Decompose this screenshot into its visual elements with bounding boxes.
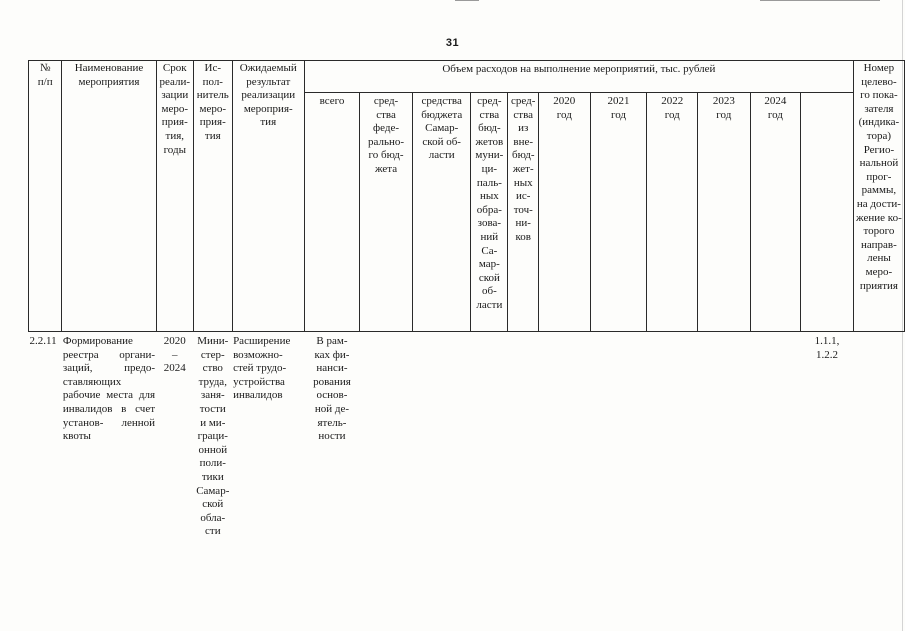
header-year-2024: 2024 год [750,93,801,332]
row-year-2022-empty [647,332,698,552]
header-result: Ожидаемый результат реализации мероприя- тия [232,61,304,332]
row-regional-empty [413,332,471,552]
row-name: Формирование реестра органи- заций, предо- ставляющих рабочие места для инвалидов в счет установ- ленной квоты [62,332,156,552]
header-indicator: Номер целево- го пока- зателя (индика- тора) Регио- нальной прог- раммы, на дости- жение ко- торого направ- лены меро- приятия [853,61,904,332]
scan-mark [455,0,479,1]
header-executor: Ис- пол- нитель меро- прия- тия [194,61,233,332]
header-term: Срок реали- зации меро- прия- тия, годы [156,61,193,332]
header-federal: сред- ства феде- рально- го бюд- жета [359,93,412,332]
row-year-2023-empty [698,332,750,552]
header-num: № п/п [29,61,62,332]
row-indicator: 1.1.1, 1.2.2 [801,332,854,552]
header-municipal: сред- ства бюд- жетов муни- ци- паль- ных обра- зова- ний Са- мар- ской об- ласти [471,93,508,332]
scan-mark [760,0,880,1]
header-year-2022: 2022 год [647,93,698,332]
row-num: 2.2.11 [29,332,62,552]
row-total: В рам- ках фи- нанси- рования основ- ной де- ятель- ности [304,332,359,552]
expenses-table [28,60,905,552]
header-year-2023: 2023 год [698,93,750,332]
row-executor: Мини- стер- ство труда, заня- тости и ми- граци- онной поли- тики Самар- ской обла- сти [194,332,233,552]
header-extrabudget: сред- ства из вне- бюд- жет- ных ис- точ- ни- ков [508,93,539,332]
header-year-2021: 2021 год [590,93,647,332]
row-result: Расширение возможно- стей трудо- устройства инвалидов [232,332,304,552]
row-term: 2020 – 2024 [156,332,193,552]
row-year-2020-empty [539,332,591,552]
row-year-2021-empty [590,332,647,552]
page-number: 31 [445,37,460,49]
header-name: Наименование мероприятия [62,61,156,332]
row-municipal-empty [471,332,508,552]
header-year-2020: 2020 год [539,93,591,332]
row-federal-empty [359,332,412,552]
header-regional: средства бюджета Самар- ской об- ласти [413,93,471,332]
row-year-2024-empty [750,332,801,552]
row-extrabudget-empty [508,332,539,552]
header-total: всего [304,93,359,332]
header-expenses-title: Объем расходов на выполнение мероприятий, тыс. рублей [304,61,853,93]
